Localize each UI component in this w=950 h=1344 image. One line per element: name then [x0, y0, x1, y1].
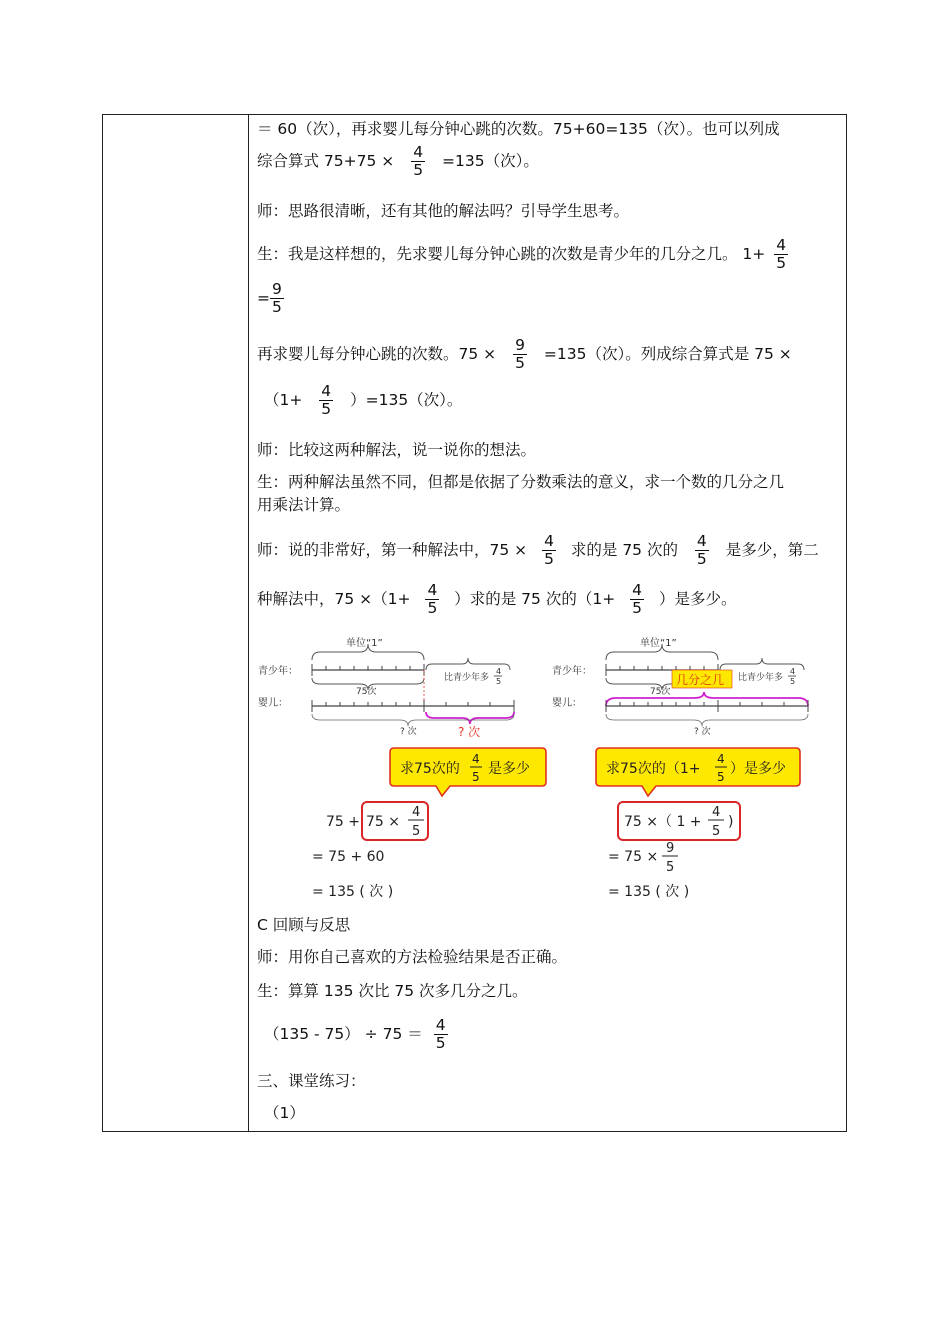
text-line	[264, 1013, 452, 1055]
text-segment: ）是多少。	[658, 590, 737, 608]
text-segment: =135（次）。列成综合算式是 75 ×	[543, 345, 792, 363]
fraction	[695, 533, 709, 568]
text-line	[264, 379, 462, 421]
svg-text:4: 4	[712, 805, 721, 820]
numerator: 9	[515, 336, 525, 354]
text-segment: ）=135（次）。	[350, 391, 463, 409]
numerator: 4	[435, 1016, 446, 1034]
text-segment: （135 - 75） ÷ 75 ＝	[264, 1025, 423, 1043]
text-segment: 是多少，第二	[725, 541, 819, 559]
denominator: 5	[321, 400, 332, 418]
count-75-label: 75次	[650, 687, 671, 697]
unit-brace	[312, 644, 424, 660]
svg-text:4: 4	[790, 667, 796, 676]
count-75-label: 75次	[356, 687, 377, 697]
section-heading: C 回顾与反思	[257, 916, 351, 934]
calc-text: 75 +	[326, 814, 360, 830]
svg-text:9: 9	[666, 841, 675, 856]
fraction	[319, 383, 333, 418]
text-line	[257, 529, 819, 571]
text-segment: 生：我是这样想的，先求婴儿每分钟心跳的次数是青少年的几分之几。 1+	[257, 245, 766, 263]
svg-text:5: 5	[472, 770, 480, 784]
numerator: 4	[632, 581, 642, 599]
section-heading: 三、课堂练习：	[257, 1072, 366, 1090]
callout-text: 求75次的（1+	[606, 761, 701, 777]
q-label: ? 次	[694, 727, 711, 737]
q-label-red: ? 次	[458, 725, 481, 739]
fraction	[270, 281, 284, 316]
calc-text: 75 ×（ 1 +	[624, 814, 702, 830]
text-line: （1）	[264, 1104, 305, 1122]
denominator: 5	[696, 550, 707, 568]
teen-label: 青少年：	[258, 666, 298, 677]
svg-text:5: 5	[412, 824, 421, 839]
left-diagram	[258, 636, 514, 739]
unit-label: 单位“1”	[640, 638, 677, 649]
fraction	[630, 582, 644, 617]
text-line: 用乘法计算。	[257, 496, 351, 514]
text-line: 师：思路很清晰，还有其他的解法吗？引导学生思考。	[257, 202, 630, 220]
callout-text: ）是多少	[730, 761, 786, 777]
table-column-divider	[248, 114, 249, 1132]
text-segment: ）求的是 75 次的（1+	[454, 590, 616, 608]
line-segment-diagram	[250, 630, 845, 910]
svg-text:5: 5	[717, 770, 725, 784]
calc-text: 75 ×	[366, 814, 400, 830]
denominator: 5	[515, 354, 525, 372]
text-line	[257, 333, 792, 375]
text-segment: =135（次）。	[442, 152, 539, 170]
numerator: 4	[776, 236, 787, 254]
text-segment: 求的是 75 次的	[570, 541, 678, 559]
text-line: 师：比较这两种解法，说一说你的想法。	[257, 441, 537, 459]
denominator: 5	[427, 599, 438, 617]
svg-text:5: 5	[712, 824, 721, 839]
numerator: 9	[272, 280, 282, 298]
denominator: 5	[272, 298, 282, 316]
fraction	[425, 582, 439, 617]
text-line: 生：两种解法虽然不同，但都是依据了分数乘法的意义，求一个数的几分之几	[257, 473, 785, 491]
text-segment: （1+	[264, 391, 303, 409]
text-segment: 再求婴儿每分钟心跳的次数。75 ×	[257, 345, 497, 363]
denominator: 5	[413, 161, 424, 179]
left-calculation	[312, 802, 428, 900]
numerator: 4	[544, 532, 554, 550]
calc-text: = 75 ×	[608, 849, 659, 865]
fraction-of-label: 几分之几	[676, 673, 725, 687]
text-segment: 师：说的非常好，第一种解法中，75 ×	[257, 541, 528, 559]
calc-text: = 135 ( 次 )	[312, 884, 394, 900]
denominator: 5	[544, 550, 554, 568]
baby-label: 婴儿：	[552, 698, 582, 709]
denominator: 5	[435, 1034, 446, 1052]
frac-num: 4	[496, 667, 502, 676]
right-diagram	[552, 636, 808, 737]
more-label: 比青少年多	[444, 673, 490, 683]
text-line	[257, 578, 736, 620]
unit-label: 单位“1”	[346, 638, 383, 649]
callout-text: 求75次的	[400, 761, 460, 777]
text-line: 师：用你自己喜欢的方法检验结果是否正确。	[257, 948, 568, 966]
calc-text: = 135 ( 次 )	[608, 884, 690, 900]
fraction	[434, 1017, 448, 1052]
numerator: 4	[413, 143, 424, 161]
baby-label: 婴儿：	[258, 698, 288, 709]
text-line	[257, 140, 539, 182]
denominator: 5	[776, 254, 787, 272]
text-line: ＝ 60（次），再求婴儿每分钟心跳的次数。75+60=135（次）。也可以列成	[257, 120, 780, 138]
fraction	[542, 533, 556, 568]
svg-text:5: 5	[790, 677, 796, 686]
text-line	[257, 277, 288, 319]
numerator: 4	[321, 382, 332, 400]
text-segment: 种解法中，75 ×（1+	[257, 590, 411, 608]
calc-text: )	[728, 814, 734, 830]
svg-text:4: 4	[472, 752, 480, 766]
fraction	[774, 237, 788, 272]
fraction	[411, 144, 425, 179]
svg-text:4: 4	[412, 805, 421, 820]
q-label: ? 次	[400, 727, 417, 737]
more-label: 比青少年多	[738, 673, 784, 683]
fraction	[513, 337, 527, 372]
text-line	[257, 233, 792, 275]
text-segment: =	[257, 289, 270, 307]
numerator: 4	[696, 532, 707, 550]
text-line: 生：算算 135 次比 75 次多几分之几。	[257, 982, 528, 1000]
calc-text: = 75 + 60	[312, 849, 385, 865]
text-segment: 综合算式 75+75 ×	[257, 152, 395, 170]
right-calculation	[608, 802, 740, 900]
svg-text:4: 4	[717, 752, 725, 766]
left-callout	[390, 748, 546, 796]
frac-den: 5	[496, 677, 502, 686]
teen-label: 青少年：	[552, 666, 592, 677]
numerator: 4	[427, 581, 438, 599]
right-callout	[596, 748, 800, 796]
denominator: 5	[632, 599, 642, 617]
svg-text:5: 5	[666, 860, 675, 875]
callout-text: 是多少	[488, 761, 530, 777]
